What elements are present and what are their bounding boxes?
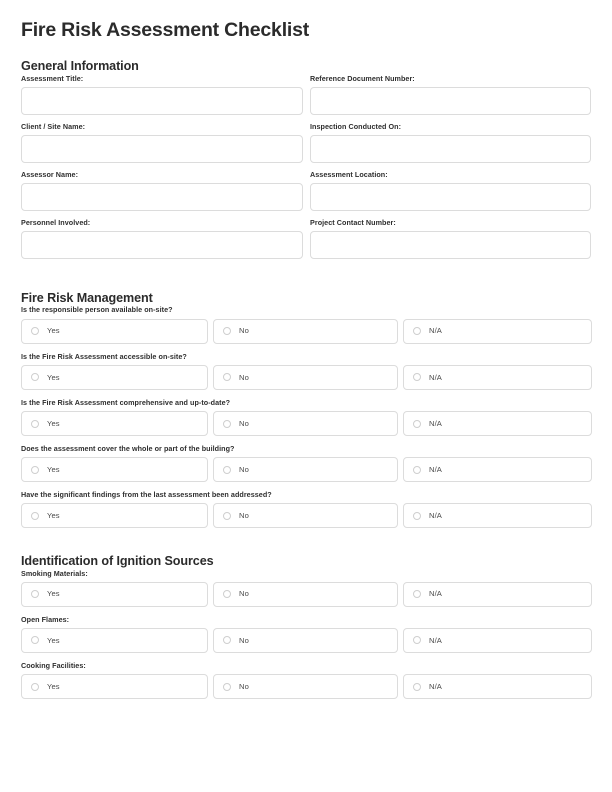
input-assessment-location[interactable] bbox=[310, 183, 591, 211]
option-na[interactable] bbox=[403, 628, 592, 653]
radio-unselected-icon bbox=[223, 466, 231, 474]
radio-unselected-icon bbox=[413, 466, 421, 474]
option-row bbox=[21, 365, 591, 390]
option-label: N/A bbox=[429, 511, 442, 521]
option-label: Yes bbox=[47, 326, 60, 336]
question-fra-comprehensive-up-to-date bbox=[21, 399, 591, 436]
question-fra-accessible-on-site bbox=[21, 353, 591, 390]
radio-unselected-icon bbox=[31, 327, 39, 335]
option-yes[interactable] bbox=[21, 503, 208, 528]
option-label: No bbox=[239, 372, 249, 382]
option-na[interactable] bbox=[403, 457, 592, 482]
option-label: N/A bbox=[429, 635, 442, 645]
option-label: No bbox=[239, 326, 249, 336]
field-label-inspection-conducted-on: Inspection Conducted On: bbox=[310, 121, 402, 131]
field-label-personnel-involved: Personnel Involved: bbox=[21, 218, 91, 228]
field-inspection-conducted-on bbox=[310, 123, 591, 163]
section-heading-general-information: General Information bbox=[21, 59, 139, 74]
input-inspection-conducted-on[interactable] bbox=[310, 135, 591, 163]
radio-unselected-icon bbox=[31, 683, 39, 691]
option-na[interactable] bbox=[403, 503, 592, 528]
radio-unselected-icon bbox=[223, 636, 231, 644]
field-assessment-location bbox=[310, 171, 591, 211]
option-label: N/A bbox=[429, 372, 442, 382]
option-yes[interactable] bbox=[21, 319, 208, 344]
option-no[interactable] bbox=[213, 457, 398, 482]
radio-unselected-icon bbox=[31, 373, 39, 381]
option-row bbox=[21, 503, 591, 528]
question-label: Is the Fire Risk Assessment comprehensive and up-to-date? bbox=[21, 397, 231, 407]
option-yes[interactable] bbox=[21, 674, 208, 699]
option-no[interactable] bbox=[213, 365, 398, 390]
radio-unselected-icon bbox=[31, 512, 39, 520]
question-label: Cooking Facilities: bbox=[21, 660, 86, 670]
option-yes[interactable] bbox=[21, 628, 208, 653]
input-reference-document-number[interactable] bbox=[310, 87, 591, 115]
field-reference-document-number bbox=[310, 75, 591, 115]
option-label: No bbox=[239, 635, 249, 645]
section-identification-of-ignition-sources bbox=[21, 554, 591, 699]
question-label: Smoking Materials: bbox=[21, 568, 88, 578]
field-label-assessor-name: Assessor Name: bbox=[21, 169, 79, 179]
input-project-contact-number[interactable] bbox=[310, 231, 591, 259]
input-client-site-name[interactable] bbox=[21, 135, 303, 163]
option-na[interactable] bbox=[403, 411, 592, 436]
radio-unselected-icon bbox=[31, 636, 39, 644]
option-na[interactable] bbox=[403, 319, 592, 344]
radio-unselected-icon bbox=[223, 512, 231, 520]
section-heading-fire-risk-management: Fire Risk Management bbox=[21, 291, 153, 306]
general-information-field-grid bbox=[21, 75, 591, 268]
question-assessment-covers-building bbox=[21, 445, 591, 482]
field-label-reference-document-number: Reference Document Number: bbox=[310, 73, 415, 83]
radio-unselected-icon bbox=[223, 327, 231, 335]
option-label: Yes bbox=[47, 372, 60, 382]
option-label: No bbox=[239, 681, 249, 691]
option-label: N/A bbox=[429, 589, 442, 599]
option-row bbox=[21, 628, 591, 653]
option-label: N/A bbox=[429, 326, 442, 336]
option-yes[interactable] bbox=[21, 457, 208, 482]
question-open-flames bbox=[21, 616, 591, 653]
field-client-site-name bbox=[21, 123, 303, 163]
field-label-project-contact-number: Project Contact Number: bbox=[310, 218, 396, 228]
option-label: No bbox=[239, 418, 249, 428]
question-label: Does the assessment cover the whole or part of the building? bbox=[21, 444, 235, 454]
question-label: Open Flames: bbox=[21, 614, 70, 624]
radio-unselected-icon bbox=[223, 373, 231, 381]
option-row bbox=[21, 319, 591, 344]
question-significant-findings-addressed bbox=[21, 491, 591, 528]
option-label: No bbox=[239, 464, 249, 474]
field-assessment-title bbox=[21, 75, 303, 115]
radio-unselected-icon bbox=[413, 512, 421, 520]
option-no[interactable] bbox=[213, 503, 398, 528]
option-label: No bbox=[239, 589, 249, 599]
radio-unselected-icon bbox=[413, 327, 421, 335]
radio-unselected-icon bbox=[413, 373, 421, 381]
radio-unselected-icon bbox=[223, 683, 231, 691]
field-personnel-involved bbox=[21, 219, 303, 259]
field-label-assessment-location: Assessment Location: bbox=[310, 169, 388, 179]
question-label: Is the responsible person available on-site? bbox=[21, 305, 173, 315]
option-row bbox=[21, 457, 591, 482]
option-label: Yes bbox=[47, 635, 60, 645]
option-label: Yes bbox=[47, 418, 60, 428]
option-no[interactable] bbox=[213, 628, 398, 653]
page-title: Fire Risk Assessment Checklist bbox=[21, 19, 310, 41]
question-label: Have the significant findings from the last assessment been addressed? bbox=[21, 490, 272, 500]
option-na[interactable] bbox=[403, 674, 592, 699]
option-label: N/A bbox=[429, 464, 442, 474]
field-label-assessment-title: Assessment Title: bbox=[21, 73, 84, 83]
option-label: No bbox=[239, 511, 249, 521]
radio-unselected-icon bbox=[413, 683, 421, 691]
section-heading-identification-of-ignition-sources: Identification of Ignition Sources bbox=[21, 554, 214, 569]
option-label: N/A bbox=[429, 418, 442, 428]
question-smoking-materials bbox=[21, 570, 591, 607]
input-personnel-involved[interactable] bbox=[21, 231, 303, 259]
option-yes[interactable] bbox=[21, 365, 208, 390]
radio-unselected-icon bbox=[413, 590, 421, 598]
radio-unselected-icon bbox=[413, 420, 421, 428]
section-general-information bbox=[21, 59, 591, 267]
question-label: Is the Fire Risk Assessment accessible on-site? bbox=[21, 351, 187, 361]
option-label: Yes bbox=[47, 681, 60, 691]
option-row bbox=[21, 674, 591, 699]
option-yes[interactable] bbox=[21, 582, 208, 607]
input-assessment-title[interactable] bbox=[21, 87, 303, 115]
option-row bbox=[21, 411, 591, 436]
ignition-sources-question-list bbox=[21, 570, 591, 700]
field-label-client-site-name: Client / Site Name: bbox=[21, 121, 86, 131]
input-assessor-name[interactable] bbox=[21, 183, 303, 211]
option-yes[interactable] bbox=[21, 411, 208, 436]
option-na[interactable] bbox=[403, 582, 592, 607]
option-no[interactable] bbox=[213, 582, 398, 607]
question-responsible-person-available bbox=[21, 306, 591, 343]
field-project-contact-number bbox=[310, 219, 591, 259]
section-fire-risk-management bbox=[21, 291, 591, 528]
option-no[interactable] bbox=[213, 674, 398, 699]
radio-unselected-icon bbox=[31, 466, 39, 474]
option-no[interactable] bbox=[213, 319, 398, 344]
option-label: N/A bbox=[429, 681, 442, 691]
option-label: Yes bbox=[47, 464, 60, 474]
field-assessor-name bbox=[21, 171, 303, 211]
question-cooking-facilities bbox=[21, 662, 591, 699]
option-label: Yes bbox=[47, 589, 60, 599]
radio-unselected-icon bbox=[413, 636, 421, 644]
radio-unselected-icon bbox=[31, 590, 39, 598]
option-row bbox=[21, 582, 591, 607]
option-no[interactable] bbox=[213, 411, 398, 436]
fire-risk-management-question-list bbox=[21, 306, 591, 528]
radio-unselected-icon bbox=[223, 420, 231, 428]
option-na[interactable] bbox=[403, 365, 592, 390]
radio-unselected-icon bbox=[31, 420, 39, 428]
option-label: Yes bbox=[47, 511, 60, 521]
radio-unselected-icon bbox=[223, 590, 231, 598]
